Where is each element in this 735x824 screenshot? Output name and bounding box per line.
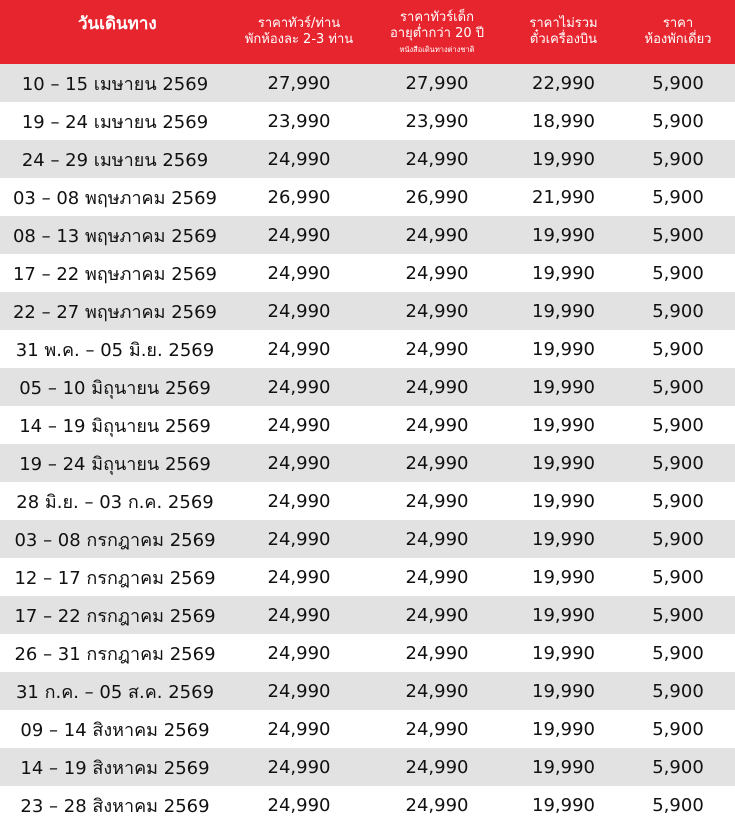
table-body bbox=[0, 64, 735, 824]
no-ticket-price-cell: 19,990 bbox=[532, 642, 595, 664]
adult-price-cell: 24,990 bbox=[267, 566, 331, 588]
table-row bbox=[0, 558, 735, 596]
child-price-cell: 24,990 bbox=[405, 718, 469, 740]
adult-price-cell: 24,990 bbox=[267, 680, 331, 702]
travel-date-cell: 03 – 08 พฤษภาคม 2569 bbox=[12, 187, 217, 209]
child-price-cell: 24,990 bbox=[405, 490, 469, 512]
table-row bbox=[0, 216, 735, 254]
child-price-cell: 24,990 bbox=[405, 300, 469, 322]
single-room-price-cell: 5,900 bbox=[652, 490, 704, 512]
single-room-price-cell: 5,900 bbox=[652, 528, 704, 550]
header-no-ticket-line1: ราคาไม่รวม bbox=[529, 15, 598, 31]
table-row bbox=[0, 634, 735, 672]
header-adult-price bbox=[230, 0, 368, 64]
header-child-price-line1: ราคาทัวร์เด็ก bbox=[400, 10, 474, 26]
table-row bbox=[0, 596, 735, 634]
travel-date-cell: 05 – 10 มิถุนายน 2569 bbox=[19, 377, 211, 399]
header-no-ticket-price bbox=[506, 0, 621, 64]
single-room-price-cell: 5,900 bbox=[652, 148, 704, 170]
adult-price-cell: 24,990 bbox=[267, 604, 331, 626]
adult-price-cell: 24,990 bbox=[267, 718, 331, 740]
travel-date-cell: 17 – 22 พฤษภาคม 2569 bbox=[12, 263, 217, 285]
header-child-price bbox=[368, 0, 506, 64]
child-price-cell: 24,990 bbox=[405, 680, 469, 702]
header-adult-price-line1: ราคาทัวร์/ท่าน bbox=[257, 15, 341, 31]
travel-date-cell: 12 – 17 กรกฎาคม 2569 bbox=[14, 567, 216, 589]
child-price-cell: 24,990 bbox=[405, 376, 469, 398]
single-room-price-cell: 5,900 bbox=[652, 718, 704, 740]
travel-date-cell: 19 – 24 เมษายน 2569 bbox=[21, 111, 209, 133]
table-row bbox=[0, 64, 735, 102]
adult-price-cell: 24,990 bbox=[267, 376, 331, 398]
header-row bbox=[0, 0, 735, 64]
travel-date-cell: 03 – 08 กรกฎาคม 2569 bbox=[14, 529, 216, 551]
child-price-cell: 24,990 bbox=[405, 528, 469, 550]
no-ticket-price-cell: 19,990 bbox=[532, 376, 595, 398]
child-price-cell: 27,990 bbox=[405, 72, 469, 94]
single-room-price-cell: 5,900 bbox=[652, 338, 704, 360]
child-price-cell: 24,990 bbox=[405, 452, 469, 474]
header-travel-date: วันเดินทาง bbox=[78, 14, 157, 34]
child-price-cell: 24,990 bbox=[405, 604, 469, 626]
table-row bbox=[0, 292, 735, 330]
child-price-cell: 24,990 bbox=[405, 148, 469, 170]
adult-price-cell: 24,990 bbox=[267, 452, 331, 474]
no-ticket-price-cell: 19,990 bbox=[532, 414, 595, 436]
single-room-price-cell: 5,900 bbox=[652, 414, 704, 436]
table-row bbox=[0, 482, 735, 520]
travel-date-cell: 31 ก.ค. – 05 ส.ค. 2569 bbox=[15, 681, 215, 703]
adult-price-cell: 27,990 bbox=[267, 72, 331, 94]
table-header bbox=[0, 0, 735, 64]
table-row bbox=[0, 748, 735, 786]
adult-price-cell: 24,990 bbox=[267, 300, 331, 322]
no-ticket-price-cell: 19,990 bbox=[532, 604, 595, 626]
header-single-room-line1: ราคา bbox=[662, 15, 694, 31]
single-room-price-cell: 5,900 bbox=[652, 452, 704, 474]
table-row bbox=[0, 140, 735, 178]
travel-date-cell: 08 – 13 พฤษภาคม 2569 bbox=[12, 225, 217, 247]
no-ticket-price-cell: 19,990 bbox=[532, 300, 595, 322]
no-ticket-price-cell: 19,990 bbox=[532, 794, 595, 816]
header-adult-price-line2: พักห้องละ 2-3 ท่าน bbox=[244, 32, 354, 47]
travel-date-cell: 24 – 29 เมษายน 2569 bbox=[21, 149, 209, 171]
adult-price-cell: 26,990 bbox=[267, 186, 331, 208]
single-room-price-cell: 5,900 bbox=[652, 604, 704, 626]
travel-date-cell: 31 พ.ค. – 05 มิ.ย. 2569 bbox=[15, 339, 215, 361]
child-price-cell: 24,990 bbox=[405, 224, 469, 246]
no-ticket-price-cell: 19,990 bbox=[532, 148, 595, 170]
travel-date-cell: 09 – 14 สิงหาคม 2569 bbox=[20, 719, 210, 741]
no-ticket-price-cell: 22,990 bbox=[532, 72, 595, 94]
no-ticket-price-cell: 19,990 bbox=[532, 490, 595, 512]
single-room-price-cell: 5,900 bbox=[652, 376, 704, 398]
no-ticket-price-cell: 19,990 bbox=[532, 224, 595, 246]
no-ticket-price-cell: 21,990 bbox=[532, 186, 595, 208]
adult-price-cell: 24,990 bbox=[267, 490, 331, 512]
travel-date-cell: 28 มิ.ย. – 03 ก.ค. 2569 bbox=[16, 491, 214, 513]
single-room-price-cell: 5,900 bbox=[652, 566, 704, 588]
table-row bbox=[0, 330, 735, 368]
header-no-ticket-line2: ตั๋วเครื่องบิน bbox=[529, 32, 598, 47]
child-price-cell: 23,990 bbox=[405, 110, 469, 132]
single-room-price-cell: 5,900 bbox=[652, 262, 704, 284]
child-price-cell: 24,990 bbox=[405, 794, 469, 816]
travel-date-cell: 26 – 31 กรกฎาคม 2569 bbox=[14, 643, 216, 665]
no-ticket-price-cell: 19,990 bbox=[532, 756, 595, 778]
header-single-room-line2: ห้องพักเดี่ยว bbox=[644, 32, 712, 47]
travel-date-cell: 19 – 24 มิถุนายน 2569 bbox=[19, 453, 211, 475]
no-ticket-price-cell: 19,990 bbox=[532, 680, 595, 702]
child-price-cell: 24,990 bbox=[405, 642, 469, 664]
travel-date-cell: 14 – 19 มิถุนายน 2569 bbox=[19, 415, 211, 437]
adult-price-cell: 23,990 bbox=[267, 110, 331, 132]
single-room-price-cell: 5,900 bbox=[652, 300, 704, 322]
child-price-cell: 26,990 bbox=[405, 186, 469, 208]
no-ticket-price-cell: 19,990 bbox=[532, 262, 595, 284]
no-ticket-price-cell: 18,990 bbox=[532, 110, 595, 132]
single-room-price-cell: 5,900 bbox=[652, 794, 704, 816]
header-child-price-line3: หนังสือเดินทางต่างชาติ bbox=[399, 44, 475, 54]
travel-date-cell: 17 – 22 กรกฎาคม 2569 bbox=[14, 605, 216, 627]
child-price-cell: 24,990 bbox=[405, 756, 469, 778]
table-row bbox=[0, 178, 735, 216]
table-row bbox=[0, 444, 735, 482]
no-ticket-price-cell: 19,990 bbox=[532, 718, 595, 740]
table-row bbox=[0, 102, 735, 140]
single-room-price-cell: 5,900 bbox=[652, 642, 704, 664]
single-room-price-cell: 5,900 bbox=[652, 756, 704, 778]
child-price-cell: 24,990 bbox=[405, 262, 469, 284]
single-room-price-cell: 5,900 bbox=[652, 110, 704, 132]
adult-price-cell: 24,990 bbox=[267, 756, 331, 778]
travel-date-cell: 22 – 27 พฤษภาคม 2569 bbox=[12, 301, 217, 323]
table-row bbox=[0, 254, 735, 292]
travel-date-cell: 10 – 15 เมษายน 2569 bbox=[21, 73, 209, 95]
child-price-cell: 24,990 bbox=[405, 338, 469, 360]
table-row bbox=[0, 672, 735, 710]
adult-price-cell: 24,990 bbox=[267, 794, 331, 816]
no-ticket-price-cell: 19,990 bbox=[532, 528, 595, 550]
table-row bbox=[0, 786, 735, 824]
single-room-price-cell: 5,900 bbox=[652, 186, 704, 208]
adult-price-cell: 24,990 bbox=[267, 414, 331, 436]
adult-price-cell: 24,990 bbox=[267, 224, 331, 246]
adult-price-cell: 24,990 bbox=[267, 262, 331, 284]
table-row bbox=[0, 710, 735, 748]
travel-date-cell: 14 – 19 สิงหาคม 2569 bbox=[20, 757, 210, 779]
single-room-price-cell: 5,900 bbox=[652, 680, 704, 702]
no-ticket-price-cell: 19,990 bbox=[532, 566, 595, 588]
adult-price-cell: 24,990 bbox=[267, 338, 331, 360]
adult-price-cell: 24,990 bbox=[267, 148, 331, 170]
no-ticket-price-cell: 19,990 bbox=[532, 452, 595, 474]
table-row bbox=[0, 406, 735, 444]
header-single-room-price bbox=[621, 0, 735, 64]
travel-date-cell: 23 – 28 สิงหาคม 2569 bbox=[20, 795, 210, 817]
table-row bbox=[0, 368, 735, 406]
child-price-cell: 24,990 bbox=[405, 566, 469, 588]
no-ticket-price-cell: 19,990 bbox=[532, 338, 595, 360]
table-row bbox=[0, 520, 735, 558]
header-child-price-line2: อายุต่ำกว่า 20 ปี bbox=[390, 26, 484, 42]
child-price-cell: 24,990 bbox=[405, 414, 469, 436]
single-room-price-cell: 5,900 bbox=[652, 72, 704, 94]
adult-price-cell: 24,990 bbox=[267, 642, 331, 664]
single-room-price-cell: 5,900 bbox=[652, 224, 704, 246]
adult-price-cell: 24,990 bbox=[267, 528, 331, 550]
